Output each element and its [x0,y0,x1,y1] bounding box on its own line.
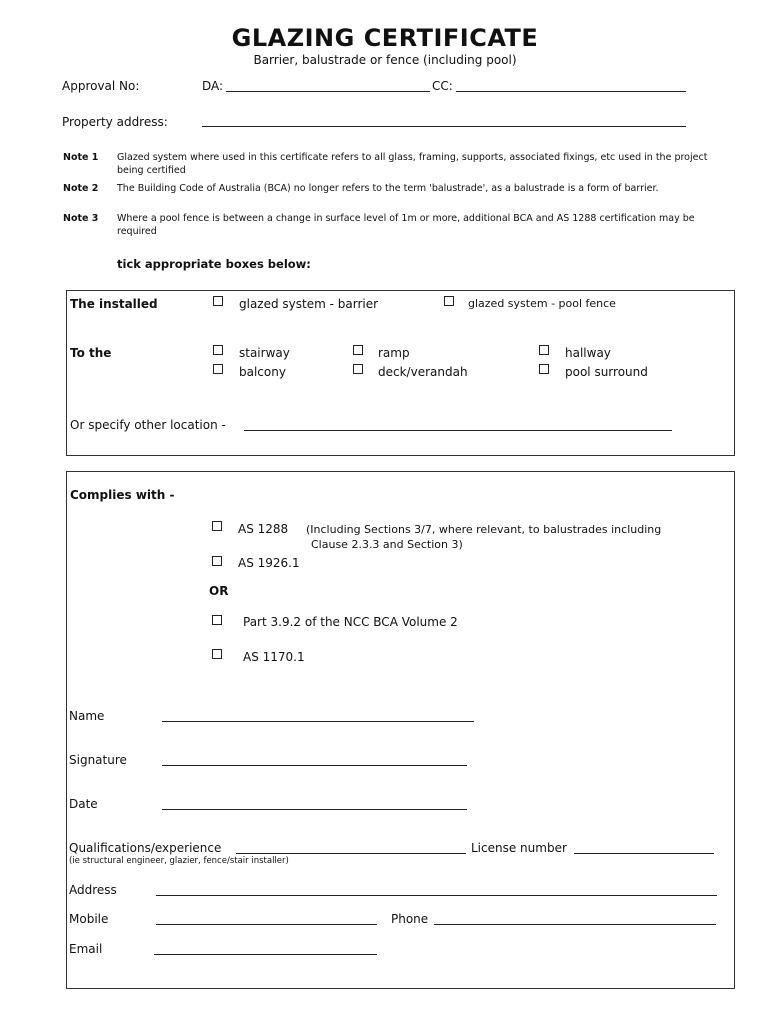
date-label: Date [69,797,98,811]
license-label: License number [471,841,567,855]
signature-field[interactable] [162,765,467,766]
page-subtitle: Barrier, balustrade or fence (including pool) [253,53,517,67]
note-1-text: Glazed system where used in this certificate refers to all glass, framing, supports, associated fixings, etc used in the project being certified [117,152,708,176]
qualifications-hint: (ie structural engineer, glazier, fence/stair installer) [69,856,289,866]
license-field[interactable] [574,853,714,854]
pool-surround-checkbox[interactable] [539,364,549,374]
hallway-label: hallway [565,346,611,360]
barrier-checkbox[interactable] [213,296,223,306]
da-field[interactable] [226,91,430,92]
other-location-label: Or specify other location - [70,418,226,432]
stairway-label: stairway [239,346,290,360]
location-label: To the [70,346,112,360]
as1288-note: (Including Sections 3/7, where relevant, to balustrades including [306,523,662,536]
pool-fence-option-label: glazed system - pool fence [468,297,616,310]
deck-checkbox[interactable] [353,364,363,374]
name-field[interactable] [162,721,474,722]
pool-fence-checkbox[interactable] [444,296,454,306]
note-1-label: Note 1 [63,152,99,163]
property-address-field[interactable] [202,126,686,127]
as1170-label: AS 1170.1 [243,650,305,664]
note-3-label: Note 3 [63,213,99,224]
pool-surround-label: pool surround [565,365,648,379]
as1288-note-2: Clause 2.3.3 and Section 3) [311,538,463,551]
as1926-checkbox[interactable] [212,556,222,566]
as1288-label: AS 1288 [238,522,289,536]
ncc-checkbox[interactable] [212,615,222,625]
other-location-field[interactable] [244,430,672,431]
hallway-checkbox[interactable] [539,345,549,355]
as1926-label: AS 1926.1 [238,556,300,570]
as1288-checkbox[interactable] [212,521,222,531]
mobile-label: Mobile [69,912,109,926]
ramp-checkbox[interactable] [353,345,363,355]
page-title: GLAZING CERTIFICATE [231,24,539,52]
installed-label: The installed [70,297,158,311]
phone-field[interactable] [434,924,716,925]
name-label: Name [69,709,105,723]
note-3-text: Where a pool fence is between a change in surface level of 1m or more, additional BCA and AS 1288 certification may be required [117,213,695,237]
address-field[interactable] [156,895,717,896]
property-address-label: Property address: [62,115,168,129]
note-2-label: Note 2 [63,183,99,194]
email-field[interactable] [154,954,377,955]
da-label: DA: [202,79,224,93]
cc-field[interactable] [456,91,686,92]
email-label: Email [69,942,103,956]
balcony-checkbox[interactable] [213,364,223,374]
cc-label: CC: [432,79,453,93]
phone-label: Phone [391,912,429,926]
stairway-checkbox[interactable] [213,345,223,355]
mobile-field[interactable] [156,924,377,925]
ramp-label: ramp [378,346,410,360]
note-2-text: The Building Code of Australia (BCA) no longer refers to the term 'balustrade', as a balustrade is a form of barrier. [117,183,659,194]
approval-label: Approval No: [62,79,140,93]
qualifications-label: Qualifications/experience [69,841,222,855]
complies-label: Complies with - [70,488,175,502]
tick-instruction: tick appropriate boxes below: [117,257,311,271]
signature-label: Signature [69,753,127,767]
address-label: Address [69,883,117,897]
or-label: OR [209,584,229,598]
as1170-checkbox[interactable] [212,649,222,659]
barrier-option-label: glazed system - barrier [239,297,379,311]
ncc-label: Part 3.9.2 of the NCC BCA Volume 2 [243,615,458,629]
deck-label: deck/verandah [378,365,468,379]
qualifications-field[interactable] [236,853,466,854]
date-field[interactable] [162,809,467,810]
balcony-label: balcony [239,365,286,379]
